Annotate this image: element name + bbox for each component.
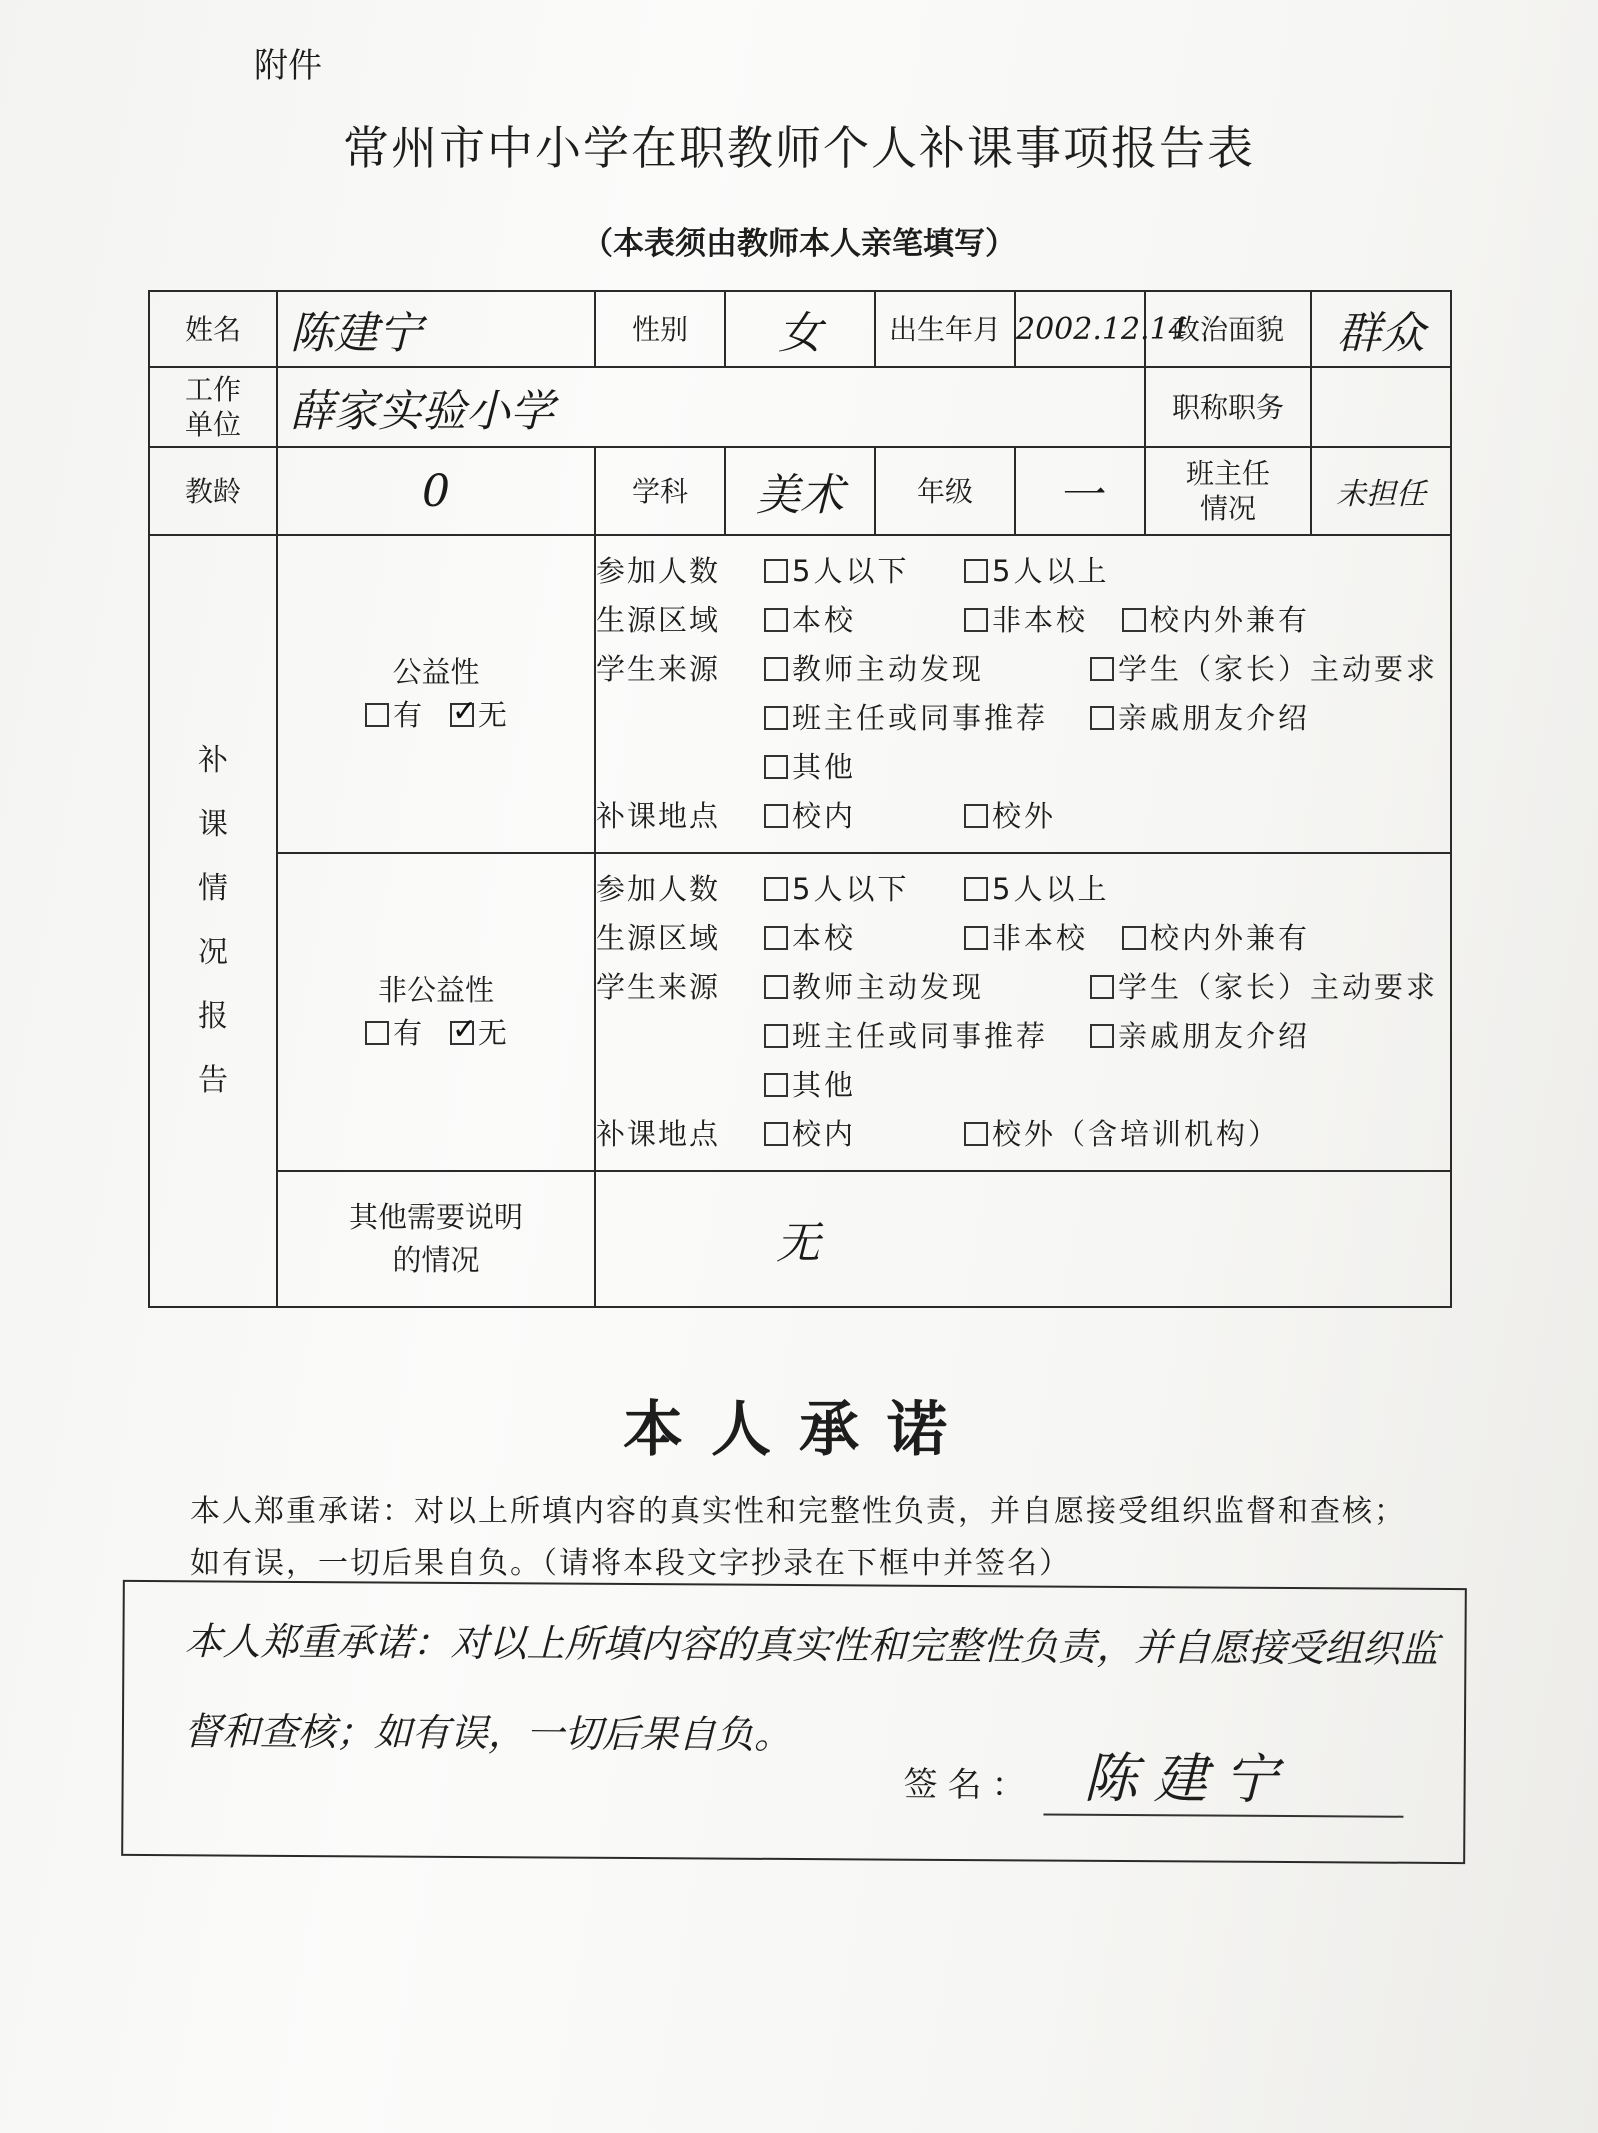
public-no-checkbox[interactable] [450, 703, 474, 727]
name-value[interactable]: 陈建宁 [277, 291, 595, 367]
non-public-welfare-cell: 非公益性 有 ✓ 无 [277, 853, 595, 1171]
public-welfare-cell: 公益性 有 ✓ 无 [277, 535, 595, 853]
nonpublic-source-checkbox[interactable] [1090, 975, 1114, 999]
public-place-checkbox[interactable] [964, 804, 988, 828]
nonpublic-source-checkbox[interactable] [764, 975, 788, 999]
nonpublic-no-checkbox[interactable] [450, 1021, 474, 1045]
subject-value[interactable]: 美术 [725, 447, 875, 535]
name-label: 姓名 [149, 291, 277, 367]
subject-label: 学科 [595, 447, 725, 535]
public-source-checkbox[interactable] [1090, 706, 1114, 730]
nonpublic-options: 参加人数 5人以下 5人以上 生源区域 本校 非本校 校内外兼有 学生来源 教师主动发现 学生（家长）主动要求 班主任或同事推荐 亲戚朋友介绍 其他 补课地点 校内 校外（含培训机构） [595, 853, 1451, 1171]
grade-value[interactable]: 一 [1015, 447, 1145, 535]
signature-line [1043, 1814, 1403, 1818]
nonpublic-place-checkbox[interactable] [964, 1122, 988, 1146]
form-title: 常州市中小学在职教师个人补课事项报告表 [343, 121, 1255, 175]
teaching-age-value[interactable]: 0 [277, 447, 595, 535]
report-form-table [148, 290, 1452, 1308]
nonpublic-source-checkbox[interactable] [764, 1073, 788, 1097]
grade-label: 年级 [875, 447, 1015, 535]
nonpublic-region-checkbox[interactable] [964, 926, 988, 950]
promise-text: 本人郑重承诺：对以上所填内容的真实性和完整性负责，并自愿接受组织监督和查核；如有误，一切后果自负。（请将本段文字抄录在下框中并签名） [190, 1494, 1406, 1581]
non-public-welfare-title: 非公益性 [377, 972, 494, 1007]
form-subtitle: （本表须由教师本人亲笔填写） [582, 226, 1016, 262]
public-region-checkbox[interactable] [1122, 608, 1146, 632]
nonpublic-region-checkbox[interactable] [764, 926, 788, 950]
nonpublic-yes-checkbox[interactable] [365, 1021, 389, 1045]
signature-label: 签名： [903, 1764, 1036, 1806]
nonpublic-count-checkbox[interactable] [964, 877, 988, 901]
public-region-checkbox[interactable] [764, 608, 788, 632]
birth-label: 出生年月 [875, 291, 1015, 367]
head-teacher-value[interactable]: 未担任 [1311, 447, 1451, 535]
signature-value: 陈建宁 [1083, 1746, 1294, 1812]
public-yes-checkbox[interactable] [365, 703, 389, 727]
public-options: 参加人数 5人以下 5人以上 生源区域 本校 非本校 校内外兼有 学生来源 教师主动发现 学生（家长）主动要求 班主任或同事推荐 亲戚朋友介绍 其他 补课地点 校内 校外 [595, 535, 1451, 853]
gender-value[interactable]: 女 [725, 291, 875, 367]
public-count-checkbox[interactable] [964, 559, 988, 583]
job-title-label: 职称职务 [1145, 367, 1311, 447]
other-notes-label: 其他需要说明 的情况 [277, 1171, 595, 1307]
politics-label: 政治面貌 [1145, 291, 1311, 367]
nonpublic-source-checkbox[interactable] [1090, 1024, 1114, 1048]
public-source-checkbox[interactable] [764, 755, 788, 779]
work-unit-label: 工作 单位 [149, 367, 277, 447]
nonpublic-count-checkbox[interactable] [764, 877, 788, 901]
promise-title: 本人承诺 [623, 1395, 975, 1465]
public-source-checkbox[interactable] [1090, 657, 1114, 681]
politics-value[interactable]: 群众 [1311, 291, 1451, 367]
public-source-checkbox[interactable] [764, 706, 788, 730]
teaching-age-label: 教龄 [149, 447, 277, 535]
head-teacher-label: 班主任 情况 [1145, 447, 1311, 535]
public-region-checkbox[interactable] [964, 608, 988, 632]
birth-value[interactable]: 2002.12.14 [1015, 291, 1145, 367]
nonpublic-source-checkbox[interactable] [764, 1024, 788, 1048]
public-count-checkbox[interactable] [764, 559, 788, 583]
attachment-label: 附件 [254, 46, 322, 86]
nonpublic-region-checkbox[interactable] [1122, 926, 1146, 950]
gender-label: 性别 [595, 291, 725, 367]
work-unit-value[interactable]: 薛家实验小学 [277, 367, 1145, 447]
handwritten-promise-copy: 本人郑重承诺：对以上所填内容的真实性和完整性负责，并自愿接受组织监督和查核；如有误，一切后果自负。 [183, 1619, 1439, 1757]
promise-copy-box[interactable] [121, 1580, 1467, 1864]
public-source-checkbox[interactable] [764, 657, 788, 681]
nonpublic-place-checkbox[interactable] [764, 1122, 788, 1146]
public-place-checkbox[interactable] [764, 804, 788, 828]
job-title-value[interactable] [1311, 367, 1451, 447]
section-label-tutoring-report: 补 课 情 况 报 告 [149, 535, 277, 1307]
other-notes-value[interactable]: 无 [595, 1171, 1451, 1307]
public-welfare-title: 公益性 [392, 654, 480, 689]
